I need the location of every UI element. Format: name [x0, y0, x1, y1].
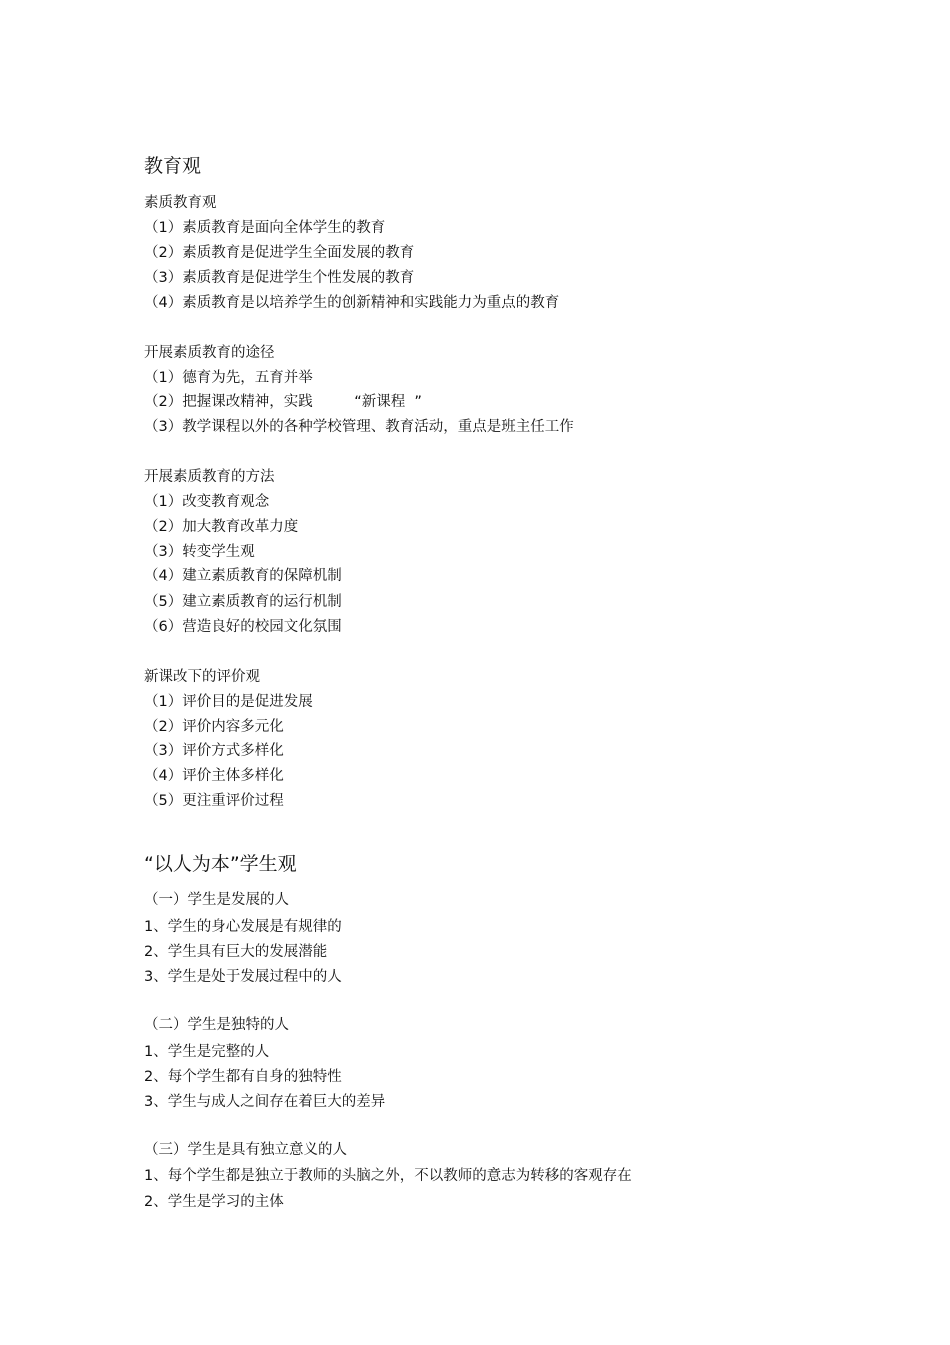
list-item: 1、学生是完整的人: [144, 1044, 270, 1060]
list-item: （1）评价目的是促进发展: [144, 694, 313, 710]
group-heading-approaches: 开展素质教育的途径: [144, 345, 275, 361]
list-item: （3）评价方式多样化: [144, 743, 284, 759]
group-heading-unique-person: （二）学生是独特的人: [144, 1017, 289, 1033]
list-item: （1）德育为先，五育并举: [144, 370, 313, 386]
group-heading-methods: 开展素质教育的方法: [144, 469, 275, 485]
list-item: 2、每个学生都有自身的独特性: [144, 1069, 342, 1085]
list-item: （2）把握课改精神，实践 “新课程 ”: [144, 394, 422, 410]
section-title-education-view: 教育观: [144, 155, 202, 177]
list-item: （5）更注重评价过程: [144, 793, 284, 809]
list-item: （1）改变教育观念: [144, 494, 270, 510]
list-item: （3）转变学生观: [144, 544, 255, 560]
list-item: （2）评价内容多元化: [144, 719, 284, 735]
list-item: 3、学生与成人之间存在着巨大的差异: [144, 1094, 386, 1110]
list-item: （4）评价主体多样化: [144, 768, 284, 784]
list-item: （3）素质教育是促进学生个性发展的教育: [144, 270, 415, 286]
group-heading-independent-person: （三）学生是具有独立意义的人: [144, 1142, 347, 1158]
list-item: （3）教学课程以外的各种学校管理、教育活动，重点是班主任工作: [144, 419, 574, 435]
list-item: （2）素质教育是促进学生全面发展的教育: [144, 245, 415, 261]
group-heading-evaluation-view: 新课改下的评价观: [144, 669, 260, 685]
list-item: （4）建立素质教育的保障机制: [144, 568, 342, 584]
list-item: 2、学生是学习的主体: [144, 1194, 284, 1210]
list-item: 2、学生具有巨大的发展潜能: [144, 944, 328, 960]
list-item: （1）素质教育是面向全体学生的教育: [144, 220, 386, 236]
list-item: 3、学生是处于发展过程中的人: [144, 969, 342, 985]
list-item: （4）素质教育是以培养学生的创新精神和实践能力为重点的教育: [144, 295, 560, 311]
list-item: 1、每个学生都是独立于教师的头脑之外，不以教师的意志为转移的客观存在: [144, 1168, 632, 1184]
list-item: （5）建立素质教育的运行机制: [144, 594, 342, 610]
group-heading-quality-education: 素质教育观: [144, 195, 217, 211]
section-title-student-view: “以人为本”学生观: [144, 853, 297, 875]
list-item: 1、学生的身心发展是有规律的: [144, 919, 342, 935]
list-item: （6）营造良好的校园文化氛围: [144, 619, 342, 635]
group-heading-developing-person: （一）学生是发展的人: [144, 892, 289, 908]
list-item: （2）加大教育改革力度: [144, 519, 299, 535]
